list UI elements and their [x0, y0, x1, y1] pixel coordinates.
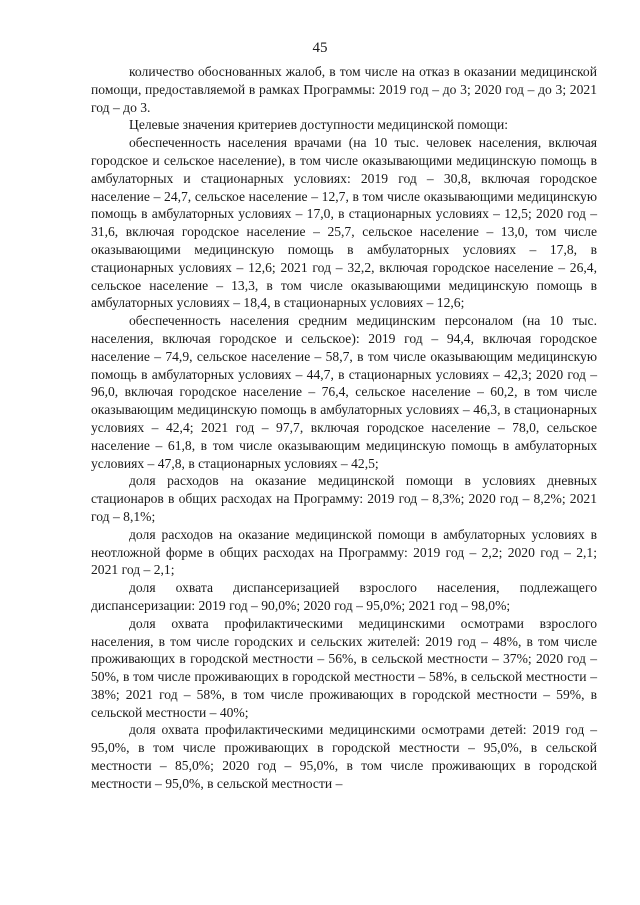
paragraph-dispensarization-coverage: доля охвата диспансеризацией взрослого населения, подлежащего диспансеризации: 2019 год – 90,0%; 2020 год – 95,0%; 2021 год – 98,0%;	[91, 580, 597, 613]
paragraph-adult-checkup-coverage: доля охвата профилактическими медицинскими осмотрами взрослого населения, в том числе городских и сельских жителей: 2019 год – 48%, в том числе проживающих в городской местности – 56%, в сельской местности – 37%; 2020 год – 50%, в том числе проживающих в городской местности – 58%, в сельской местности – 38%; 2021 год – 58%, в том числе проживающих в городской местности – 59%, в сельской местности – 40%;	[91, 615, 597, 720]
paragraph-emergency-outpatient-expenses: доля расходов на оказание медицинской помощи в амбулаторных условиях в неотложной форме в общих расходах на Программу: 2019 год – 2,2; 2020 год – 2,1; 2021 год – 2,1;	[91, 526, 597, 578]
paragraph-nursing-staff-provision: обеспеченность населения средним медицинским персоналом (на 10 тыс. населения, включая городское и сельское): 2019 год – 94,4, включая городское население – 74,9, сельское население – 58,7, в том числе оказывающим медицинскую помощь в амбулаторных условиях – 44,7, в стационарных условиях – 42,3; 2020 год – 96,0, включая городское население – 76,4, сельское население – 60,2, в том числе оказывающим медицинскую помощь в амбулаторных условиях – 46,3, в стационарных условиях – 42,4; 2021 год – 97,7, включая городское население – 78,0, сельское население – 61,8, в том числе оказывающим медицинскую помощь в амбулаторных условиях – 47,8, в стационарных условиях – 42,5;	[91, 313, 597, 471]
paragraph-children-checkup-coverage: доля охвата профилактическими медицинскими осмотрами детей: 2019 год – 95,0%, в том числе проживающих в городской местности – 95,0%, в сельской местности – 85,0%; 2020 год – 95,0%, в том числе проживающих в городской местности – 95,0%, в сельской местности –	[91, 722, 597, 791]
paragraph-doctors-provision: обеспеченность населения врачами (на 10 тыс. человек населения, включая городское и сельское население), в том числе оказывающими медицинскую помощь в амбулаторных и стационарных условиях: 2019 год – 30,8, включая городское население – 24,7, сельское население – 12,7, в том числе оказывающими медицинскую помощь в амбулаторных условиях – 17,0, в стационарных условиях – 12,5; 2020 год – 31,6, включая городское население – 25,7, сельское население – 13,0, том числе оказывающими медицинскую помощь в амбулаторных условиях – 17,8, в стационарных условиях – 12,6; 2021 год – 32,2, включая городское население – 26,4, сельское население – 13,3, в том числе оказывающими медицинскую помощь в амбулаторных условиях – 18,4, в стационарных условиях – 12,6;	[91, 135, 597, 311]
body-text	[91, 63, 597, 793]
paragraph-accessibility-heading: Целевые значения критериев доступности медицинской помощи:	[129, 117, 509, 133]
page-number: 45	[312, 40, 328, 56]
paragraph-complaints-count: количество обоснованных жалоб, в том числе на отказ в оказании медицинской помощи, предоставляемой в рамках Программы: 2019 год – до 3; 2020 год – до 3; 2021 год – до 3.	[91, 64, 597, 115]
paragraph-day-hospital-expenses: доля расходов на оказание медицинской помощи в условиях дневных стационаров в общих расходах на Программу: 2019 год – 8,3%; 2020 год – 8,2%; 2021 год – 8,1%;	[91, 473, 597, 524]
